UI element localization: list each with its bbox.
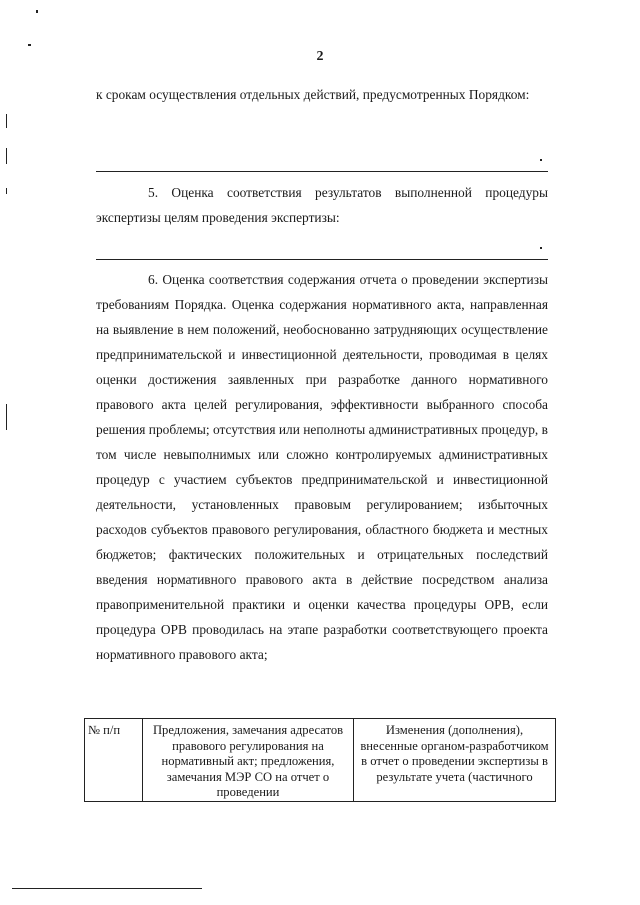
scan-speck [6, 188, 7, 194]
fill-line [96, 171, 548, 172]
scan-speck [6, 148, 7, 164]
table-header-proposals: Предложения, замечания адресатов правового регулирования на нормативный акт; предложения, замечания МЭР СО на отчет о проведении [143, 719, 354, 802]
fill-line [96, 259, 548, 260]
scan-speck [6, 114, 7, 128]
table-header-number: № п/п [85, 719, 143, 802]
paragraph-deadlines: к срокам осуществления отдельных действий, предусмотренных Порядком: [96, 87, 530, 102]
scan-speck [6, 404, 7, 430]
scan-speck [28, 44, 31, 46]
scan-speck [36, 10, 38, 13]
page-number: 2 [316, 49, 324, 64]
footer-rule [12, 888, 202, 889]
table-header-changes: Изменения (дополнения), внесенные органом-разработчиком в отчет о проведении экспертизы в результате учета (частичного [354, 719, 556, 802]
scan-speck [540, 159, 542, 161]
paragraph-5: 5. Оценка соответствия результатов выполненной процедуры экспертизы целям проведения экспертизы: [96, 185, 548, 225]
scan-speck [540, 247, 542, 249]
comments-table [84, 718, 556, 802]
table-header-row [85, 719, 556, 802]
paragraph-6: 6. Оценка соответствия содержания отчета о проведении экспертизы требованиям Порядка. Оценка содержания нормативного акта, направленная на выявление в нем положений, необоснованно затрудняющих осуществление предпринимательской и инвестиционной деятельности, проводимая в целях оценки достижения заявленных при разработке данного нормативного правового акта целей регулирования, эффективности выбранного способа решения проблемы; отсутствия или неполноты административных процедур, в том числе невыполнимых или сложно контролируемых административных процедур с участием субъектов предпринимательской и инвестиционной деятельности, установленных правовым регулированием; избыточных расходов субъектов правового регулирования, областного бюджета и местных бюджетов; фактических положительных и отрицательных последствий введения нормативного правового акта в действие посредством анализа правоприменительной практики и оценки качества процедуры ОРВ, если процедура ОРВ проводилась на этапе разработки соответствующего проекта нормативного правового акта; [96, 272, 548, 662]
